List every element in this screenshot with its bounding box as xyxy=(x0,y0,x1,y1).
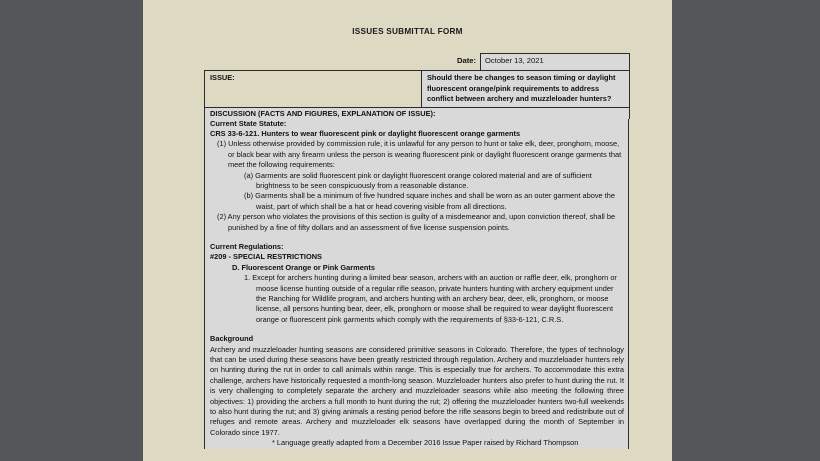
statute-citation-number: CRS 33-6-121 xyxy=(210,128,258,138)
date-row xyxy=(205,54,630,71)
background-heading: Background xyxy=(210,334,254,344)
regulations-number: #209 - SPECIAL RESTRICTIONS xyxy=(210,252,322,262)
regulations-heading: Current Regulations: xyxy=(210,241,284,251)
date-value[interactable]: October 13, 2021 xyxy=(481,54,630,71)
spacer-regulations-background xyxy=(210,325,624,334)
background-footnote: * Language greatly adapted from a December 2016 Issue Paper raised by Richard Thompson xyxy=(272,438,579,448)
discussion-row xyxy=(205,107,630,119)
page-title: ISSUES SUBMITTAL FORM xyxy=(352,27,463,36)
discussion-header: DISCUSSION (FACTS AND FIGURES, EXPLANATION OF ISSUE): xyxy=(205,107,630,119)
spacer-statute-regulations xyxy=(210,233,624,242)
statute-item-2: (2) Any person who violates the provisions of this section is guilty of a misdemeanor and, upon conviction thereof, shall be punished by a fine of fifty dollars and an assessment of five license suspension points. xyxy=(217,212,616,232)
date-label: Date: xyxy=(205,54,481,71)
form-header-table xyxy=(204,53,630,119)
issue-text[interactable]: Should there be changes to season timing or daylight fluorescent orange/pink requirements to address conflict between archery and muzzleloader hunters? xyxy=(422,71,630,108)
background-paragraph: Archery and muzzleloader hunting seasons are considered primitive seasons in Colorado. Therefore, the types of technology that can be used during these seasons have been greatly restricted through regulation. Archery and muzzleloader hunters rely on hunting during the rut in order to call animals within range. This is especially true for archers. To accommodate this extra challenge, archers have historically requested a month-long season. Muzzleloader hunters also prefer to hunt during the rut. It is very challenging to completely separate the archery and muzzleloader seasons while also meeting the following three objectives: 1) providing the archers a full month to hunt during the rut; 2) offering the muzzleloader hunters two-full weekends to also hunt during the rut; and 3) giving animals a resting period before the rifle seasons begin to breed and redistribute out of refuges and remote areas. Archery and muzzleloader elk seasons have overlapped during the month of September in Colorado since 1977. xyxy=(210,344,624,437)
issue-row xyxy=(205,71,630,108)
statute-heading: Current State Statute: xyxy=(210,118,287,128)
regulations-item-1: 1. Except for archers hunting during a limited bear season, archers with an auction or raffle deer, elk, pronghorn or moose license hunting outside of a regular rifle season, private hunters hunting with archery equipment under the Ranching for Wildlife program, and archers hunting with an archery bear, deer, elk, pronghorn, or moose license, all persons hunting bear, deer, elk, pronghorn or moose shall be required to wear daylight fluorescent orange or fluorescent pink garments which comply with the requirements of §33-6-121, C.R.S. xyxy=(244,273,617,324)
statute-item-1: (1) Unless otherwise provided by commission rule, it is unlawful for any person to hunt or take elk, deer, pronghorn, moose, or black bear with any firearm unless the person is wearing fluorescent pink or daylight fluorescent orange garments that meet the following requirements: xyxy=(217,139,622,170)
regulations-subsection: D. Fluorescent Orange or Pink Garments xyxy=(232,262,375,272)
document-page xyxy=(143,0,672,461)
statute-item-1b: (b) Garments shall be a minimum of five hundred square inches and shall be worn as an outer garment above the waist, part of which shall be a hat or head covering visible from all directions. xyxy=(244,191,615,211)
statute-item-1a: (a) Garments are solid fluorescent pink or daylight fluorescent orange colored material and are of sufficient brightness to be seen conspicuously from a reasonable distance. xyxy=(244,170,592,190)
statute-citation xyxy=(210,129,624,139)
issue-label: ISSUE: xyxy=(205,71,422,108)
discussion-content xyxy=(204,119,629,449)
statute-citation-title: . Hunters to wear fluorescent pink or daylight fluorescent orange garments xyxy=(257,128,521,138)
form-body xyxy=(204,53,629,461)
